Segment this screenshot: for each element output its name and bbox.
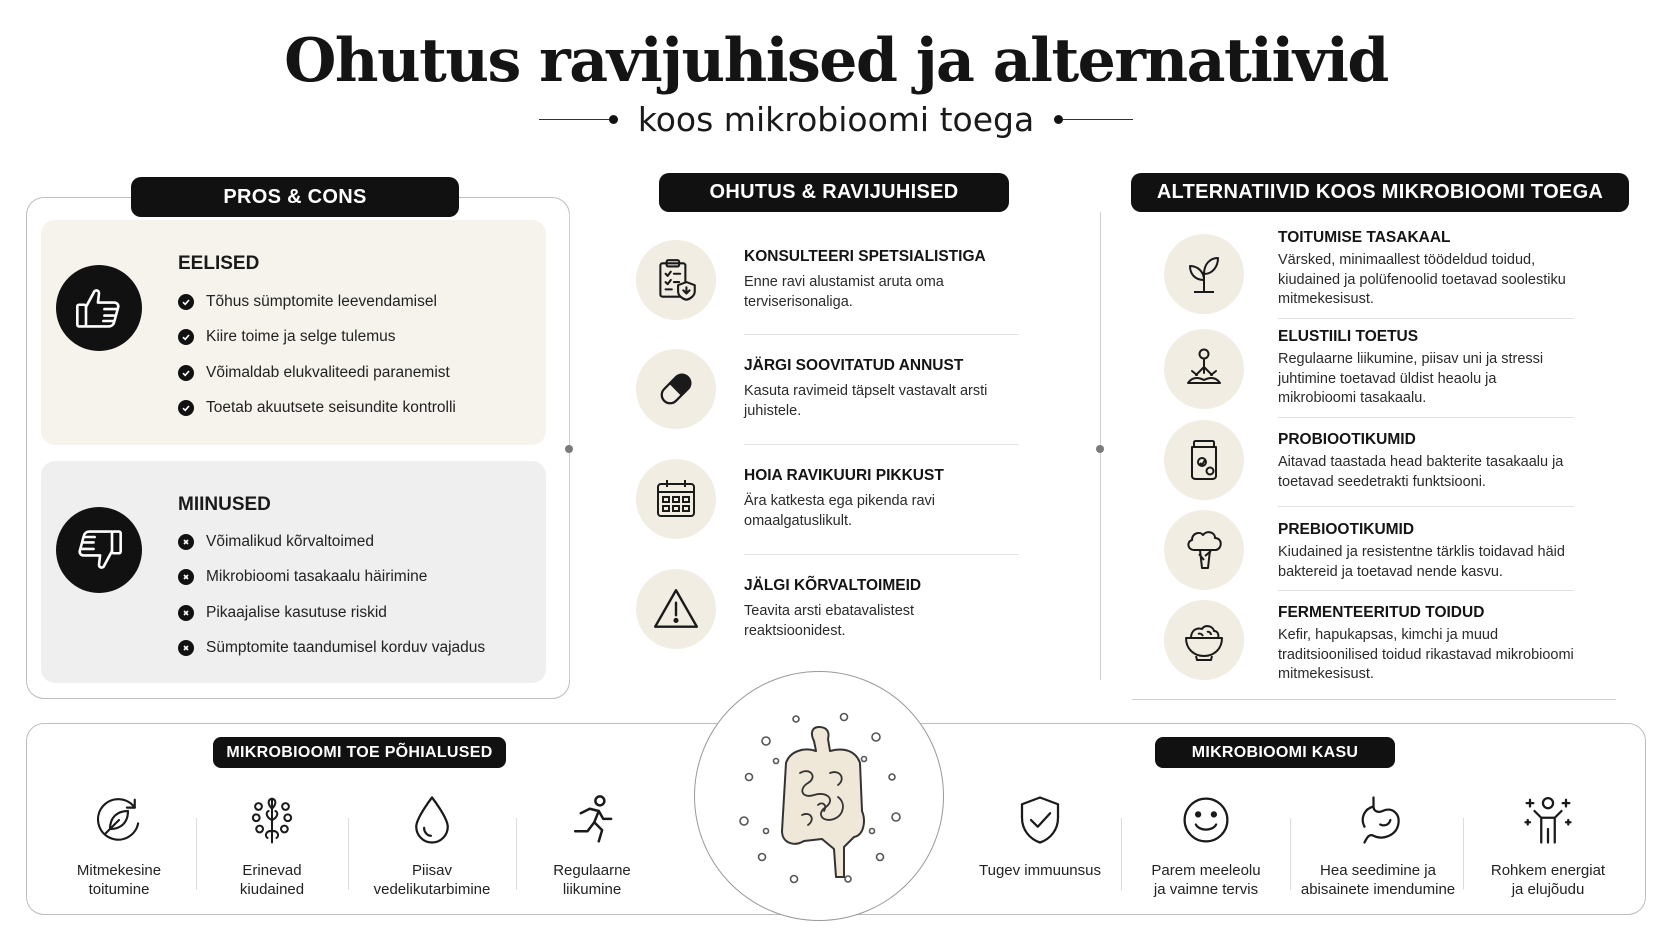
alternative-item-title: TOITUMISE TASAKAAL xyxy=(1278,229,1451,246)
benefit-item xyxy=(1292,790,1464,899)
probiotic-jar-icon xyxy=(1164,420,1244,500)
cons-item: Võimalikud kõrvaltoimed xyxy=(178,524,485,560)
safety-item-desc: Enne ravi alustamist aruta oma terviserisonaliga. xyxy=(744,274,944,310)
water-drop-icon xyxy=(402,790,462,850)
safety-item-title: HOIA RAVIKUURI PIKKUST xyxy=(744,467,944,484)
alternative-item-title: PREBIOOTIKUMID xyxy=(1278,521,1415,538)
safety-separator xyxy=(744,334,1019,335)
gut-illustration xyxy=(694,671,944,921)
check-icon xyxy=(178,329,194,345)
pros-cons-title: PROS & CONS xyxy=(131,177,459,217)
bottom-separator xyxy=(1290,818,1291,890)
pros-item: Tõhus sümptomite leevendamisel xyxy=(178,284,456,320)
alternative-separator xyxy=(1278,506,1574,507)
bottom-separator xyxy=(1121,818,1122,890)
benefit-item xyxy=(964,790,1116,880)
benefit-item-label: Hea seedimine ja abisainete imendumine xyxy=(1300,862,1456,898)
support-item-label: Piisav vedelikutarbimine xyxy=(373,862,491,898)
alternative-item-desc: Aitavad taastada head bakterite tasakaalu ja toetavad seedetrakti funktsiooni. xyxy=(1278,454,1564,490)
warning-icon xyxy=(636,569,716,649)
safety-item-desc: Teavita arsti ebatavalistest reaktsioonidest. xyxy=(744,603,915,639)
clipboard-shield-icon xyxy=(636,240,716,320)
pros-list xyxy=(178,284,456,426)
cons-item: Mikrobioomi tasakaalu häirimine xyxy=(178,560,485,596)
benefit-item xyxy=(1472,790,1624,899)
cons-item: Pikaajalise kasutuse riskid xyxy=(178,595,485,631)
energy-person-icon xyxy=(1518,790,1578,850)
safety-item-desc: Kasuta ravimeid täpselt vastavalt arsti juhistele. xyxy=(744,383,988,419)
benefit-item-label: Parem meeleolu ja vaimne tervis xyxy=(1151,862,1261,898)
safety-item xyxy=(636,349,1020,459)
x-icon xyxy=(178,569,194,585)
shield-check-icon xyxy=(1010,790,1070,850)
fermented-bowl-icon xyxy=(1164,600,1244,680)
subtitle-dot-left xyxy=(609,115,618,124)
check-icon xyxy=(178,365,194,381)
cons-heading: MIINUSED xyxy=(178,494,271,515)
alternative-item-desc: Värsked, minimaallest töödeldud toidud, kiudained ja polüfenoolid toetavad soolestiku mitmekesisust. xyxy=(1278,252,1566,307)
safety-item xyxy=(636,459,1020,569)
pros-item: Kiire toime ja selge tulemus xyxy=(178,320,456,356)
cons-item: Sümptomite taandumisel korduv vajadus xyxy=(178,631,485,667)
stomach-icon xyxy=(1348,790,1408,850)
divider-dot-left xyxy=(565,445,573,453)
fiber-icon xyxy=(242,790,302,850)
page-subtitle: koos mikrobioomi toega xyxy=(637,100,1035,139)
subtitle-row xyxy=(0,100,1672,139)
cons-list xyxy=(178,524,485,666)
benefit-item xyxy=(1130,790,1282,899)
subtitle-line-right xyxy=(1063,119,1133,121)
safety-item-title: JÄRGI SOOVITATUD ANNUST xyxy=(744,357,964,374)
x-icon xyxy=(178,640,194,656)
bottom-separator xyxy=(1463,818,1464,890)
alternative-item-title: ELUSTIILI TOETUS xyxy=(1278,328,1419,345)
support-title: MIKROBIOOMI TOE PÕHIALUSED xyxy=(213,737,506,768)
subtitle-line-left xyxy=(539,119,609,121)
support-item xyxy=(522,790,662,899)
pros-heading: EELISED xyxy=(178,253,260,274)
plant-icon xyxy=(1164,234,1244,314)
meditation-icon xyxy=(1164,329,1244,409)
support-item-label: Regulaarne liikumine xyxy=(553,862,631,898)
x-icon xyxy=(178,605,194,621)
broccoli-icon xyxy=(1164,510,1244,590)
support-item xyxy=(202,790,342,899)
alternative-item-title: PROBIOOTIKUMID xyxy=(1278,431,1416,448)
subtitle-dot-right xyxy=(1054,115,1063,124)
x-icon xyxy=(178,534,194,550)
divider-dot-right xyxy=(1096,445,1104,453)
page-title: Ohutus ravijuhised ja alternatiivid xyxy=(284,26,1388,96)
alternative-item-desc: Kefir, hapukapsas, kimchi ja muud traditsioonilised toidud rikastavad mikrobioomi mitmekesisust. xyxy=(1278,627,1574,682)
alternative-separator xyxy=(1278,318,1574,319)
alternative-separator xyxy=(1278,590,1574,591)
support-item-label: Mitmekesine toitumine xyxy=(76,862,162,898)
calendar-icon xyxy=(636,459,716,539)
thumbs-down-icon xyxy=(56,507,142,593)
pill-capsule-icon xyxy=(636,349,716,429)
alternatives-title: ALTERNATIIVID KOOS MIKROBIOOMI TOEGA xyxy=(1131,173,1629,212)
running-icon xyxy=(562,790,622,850)
safety-item xyxy=(636,569,1020,679)
gut-icon xyxy=(704,681,934,911)
safety-item-desc: Ära katkesta ega pikenda ravi omaalgatuslikult. xyxy=(744,493,936,529)
alternative-separator xyxy=(1278,417,1574,418)
leaf-cycle-icon xyxy=(89,790,149,850)
support-item xyxy=(362,790,502,899)
benefits-title: MIKROBIOOMI KASU xyxy=(1155,737,1395,768)
bottom-separator xyxy=(516,818,517,890)
benefit-item-label: Tugev immuunsus xyxy=(979,862,1101,879)
alternative-item-title: FERMENTEERITUD TOIDUD xyxy=(1278,604,1485,621)
alternative-item-desc: Regulaarne liikumine, piisav uni ja stressi juhtimine toetavad üldist heaolu ja mikrobioomi tasakaalu. xyxy=(1278,351,1544,406)
alternatives-bottom-line xyxy=(1132,699,1616,700)
benefit-item-label: Rohkem energiat ja elujõudu xyxy=(1490,862,1606,898)
thumbs-up-icon xyxy=(56,265,142,351)
safety-item-title: JÄLGI KÕRVALTOIMEID xyxy=(744,577,922,594)
safety-item-title: KONSULTEERI SPETSIALISTIGA xyxy=(744,248,986,265)
support-item-label: Erinevad kiudained xyxy=(239,862,305,898)
alternative-item-desc: Kiudained ja resistentne tärklis toidavad häid baktereid ja toetavad nende kasvu. xyxy=(1278,544,1565,580)
smiley-icon xyxy=(1176,790,1236,850)
pros-item: Toetab akuutsete seisundite kontrolli xyxy=(178,391,456,427)
support-item xyxy=(49,790,189,899)
safety-separator xyxy=(744,444,1019,445)
check-icon xyxy=(178,400,194,416)
check-icon xyxy=(178,294,194,310)
bottom-separator xyxy=(196,818,197,890)
pros-item: Võimaldab elukvaliteedi paranemist xyxy=(178,355,456,391)
safety-title: OHUTUS & RAVIJUHISED xyxy=(659,173,1009,212)
safety-separator xyxy=(744,554,1019,555)
bottom-separator xyxy=(348,818,349,890)
